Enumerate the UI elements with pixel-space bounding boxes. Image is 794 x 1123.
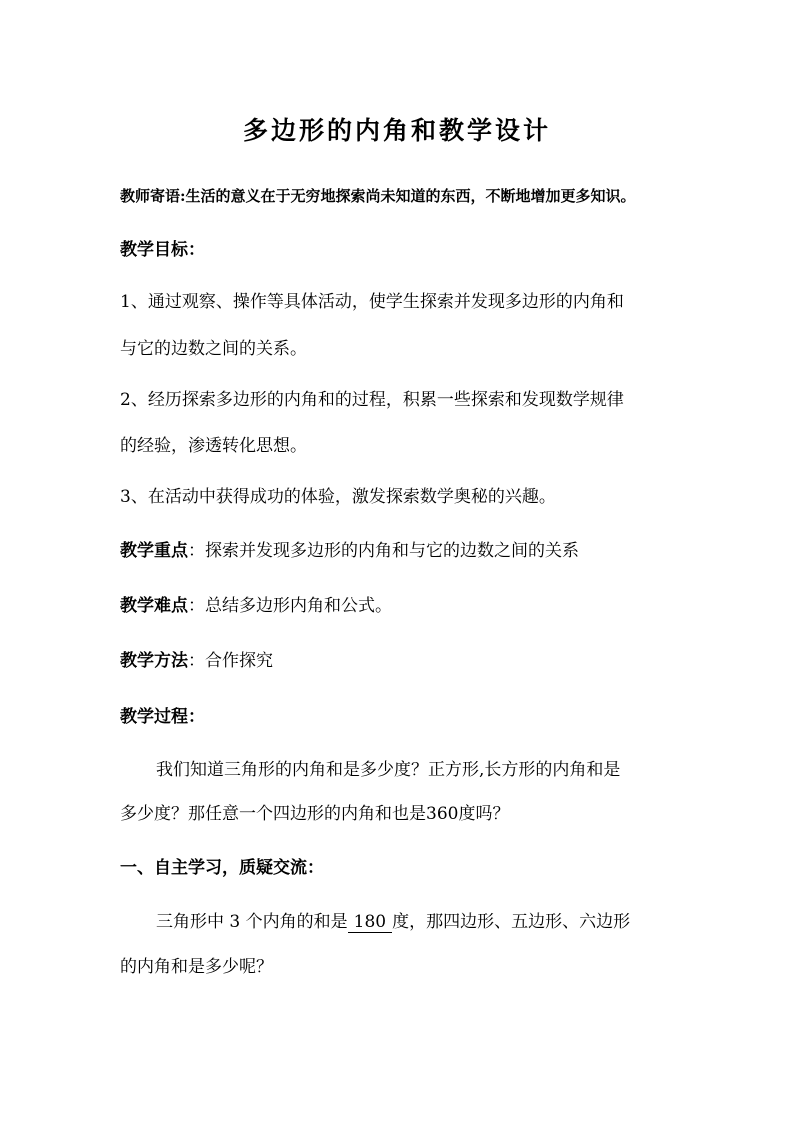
objective-3: 3、在活动中获得成功的体验，激发探索数学奥秘的兴趣。 [120, 487, 556, 507]
objective-2-line-2: 的经验，渗透转化思想。 [120, 436, 307, 456]
difficulty-label: 教学难点 [120, 596, 188, 616]
objective-1-line-1: 1、通过观察、操作等具体活动，使学生探索并发现多边形的内角和 [120, 292, 624, 312]
method-label: 教学方法 [120, 651, 188, 671]
section-1-line-1 [156, 910, 630, 934]
process-intro-line-2: 多少度？那任意一个四边形的内角和也是360度吗？ [120, 804, 510, 824]
motto-text: 生活的意义在于无穷地探索尚未知道的东西，不断地增加更多知识。 [185, 187, 636, 205]
section-1-line-2: 的内角和是多少呢？ [120, 957, 273, 977]
key-point [120, 539, 579, 563]
objective-1-line-2: 与它的边数之间的关系。 [120, 339, 307, 359]
answer-blank: 180 [348, 912, 392, 933]
difficulty-text: ：总结多边形内角和公式。 [188, 596, 392, 616]
section-1-text-after: 度，那四边形、五边形、六边形 [392, 912, 631, 932]
process-intro-line-1: 我们知道三角形的内角和是多少度？正方形,长方形的内角和是 [156, 760, 621, 780]
method-text: ：合作探究 [188, 651, 273, 671]
page-title: 多边形的内角和教学设计 [242, 116, 551, 145]
motto-label: 教师寄语: [120, 187, 186, 205]
section-1-text-before: 三角形中 3 个内角的和是 [156, 912, 348, 932]
section-1-heading: 一、自主学习，质疑交流： [120, 858, 324, 878]
key-point-text: ：探索并发现多边形的内角和与它的边数之间的关系 [188, 541, 579, 561]
teaching-method [120, 649, 273, 673]
difficulty-point [120, 594, 392, 618]
process-heading: 教学过程： [120, 707, 205, 727]
objective-2-line-1: 2、经历探索多边形的内角和的过程，积累一些探索和发现数学规律 [120, 390, 624, 410]
teacher-motto [120, 184, 636, 208]
objectives-heading: 教学目标： [120, 240, 205, 260]
key-point-label: 教学重点 [120, 541, 188, 561]
